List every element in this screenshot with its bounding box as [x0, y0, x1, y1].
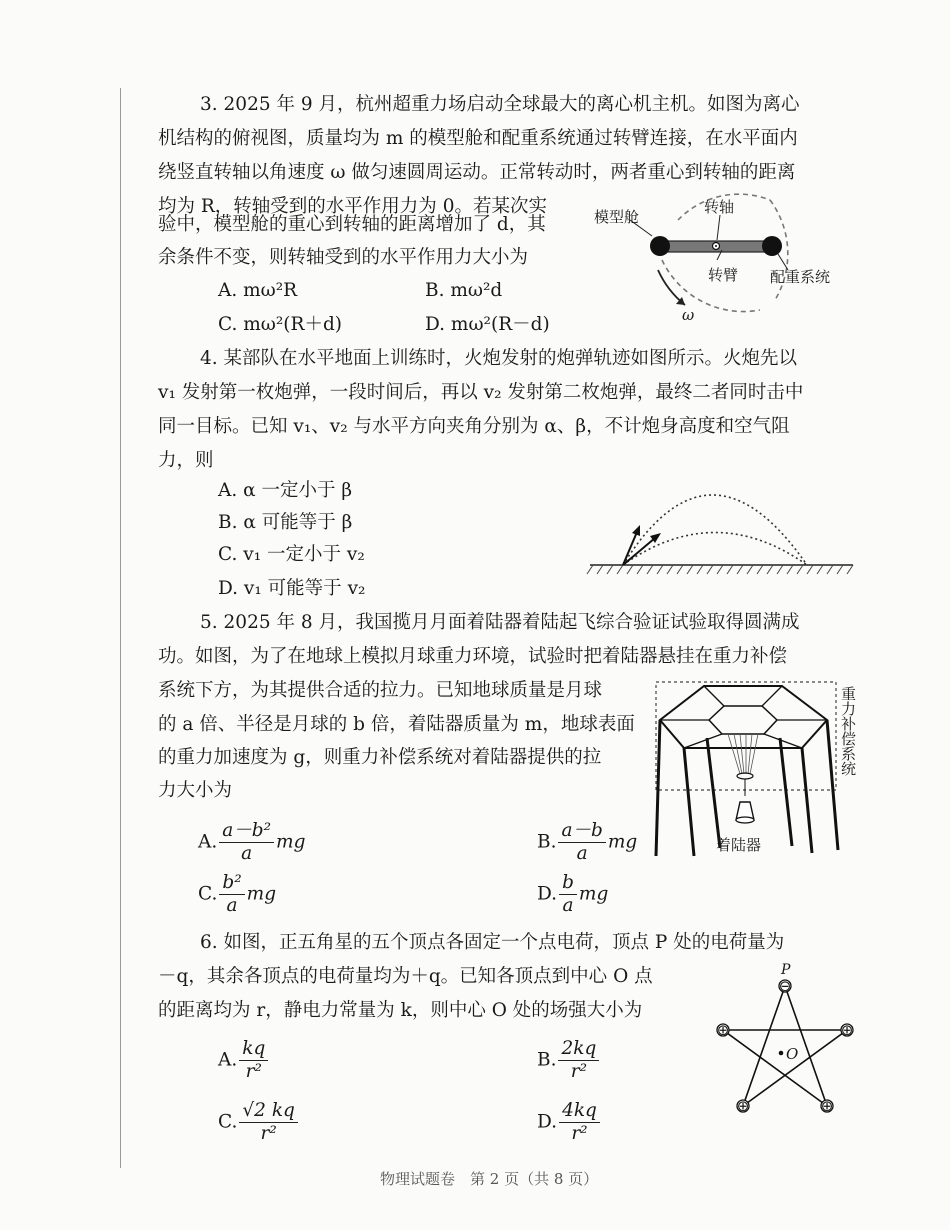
q4-line1: 4. 某部队在水平地面上训练时，火炮发射的炮弹轨迹如图所示。火炮先以 — [200, 348, 798, 369]
label-P: P — [781, 962, 791, 978]
q5-line1: 5. 2025 年 8 月，我国揽月月面着陆器着陆起飞综合验证试验取得圆满成 — [200, 612, 800, 633]
q3-line5: 验中，模型舱的重心到转轴的距离增加了 d，其 — [158, 214, 546, 235]
charge-plus-bottom-left: ⊕ — [736, 1097, 750, 1115]
center-O-dot — [779, 1051, 784, 1056]
charge-plus-left: ⊕ — [716, 1021, 730, 1039]
page-footer: 物理试题卷 第 2 页（共 8 页） — [380, 1170, 599, 1188]
q3-option-d: D. mω²(R－d) — [425, 314, 550, 335]
q4-line2: v₁ 发射第一枚炮弹，一段时间后，再以 v₂ 发射第二枚炮弹，最终二者同时击中 — [158, 382, 804, 403]
page-margin-line — [120, 88, 121, 1168]
q3-option-b: B. mω²d — [425, 280, 503, 301]
q3-line1: 3. 2025 年 9 月，杭州超重力场启动全球最大的离心机主机。如图为离心 — [200, 94, 800, 115]
q5-option-c: C. $\frac{\text{b²}}{a}$ mg — [198, 872, 277, 916]
q5-option-a: A. $\frac{\text{a－b²}}{a}$ mg — [198, 820, 306, 864]
label-omega: ω — [682, 306, 695, 324]
q4-line4: 力，则 — [158, 450, 214, 471]
q5-line2: 功。如图，为了在地球上模拟月球重力环境，试验时把着陆器悬挂在重力补偿 — [158, 646, 788, 667]
q5-option-b: B. $\frac{a-b}{a}$ mg — [537, 820, 638, 864]
label-O: O — [786, 1045, 799, 1063]
q3-line2: 机结构的俯视图，质量均为 m 的模型舱和配重系统通过转臂连接，在水平面内 — [158, 128, 798, 149]
charge-plus-right: ⊕ — [840, 1021, 854, 1039]
label-lander: 着陆器 — [716, 836, 762, 854]
model-capsule-mass — [650, 236, 670, 256]
centrifuge-figure — [590, 180, 860, 325]
label-counterweight: 配重系统 — [770, 268, 831, 286]
q3-line6: 余条件不变，则转轴受到的水平作用力大小为 — [158, 247, 529, 268]
q4-line3: 同一目标。已知 v₁、v₂ 与水平方向夹角分别为 α、β，不计炮身高度和空气阻 — [158, 416, 790, 437]
q4-option-d: D. v₁ 可能等于 v₂ — [218, 578, 366, 599]
frame-top-outer — [660, 686, 827, 748]
label-axis: 转轴 — [704, 198, 735, 216]
frame-top-inner — [709, 706, 777, 734]
q5-line6: 力大小为 — [158, 780, 233, 801]
q3-line4: 均为 R，转轴受到的水平作用力为 0。若某次实 — [158, 196, 547, 217]
q6-option-d: D. $\frac{4kq}{\text{r²}}$ — [537, 1100, 602, 1145]
q3-option-a: A. mω²R — [218, 280, 298, 301]
q4-option-b: B. α 可能等于 β — [218, 512, 353, 533]
q6-option-b: B. $\frac{2kq}{\text{r²}}$ — [537, 1038, 601, 1083]
q3-line3: 绕竖直转轴以角速度 ω 做匀速圆周运动。正常转动时，两者重心到转轴的距离 — [158, 162, 796, 183]
q6-option-c: C. $\frac{√2 kq}{\text{r²}}$ — [218, 1100, 300, 1145]
trajectory-figure — [585, 470, 860, 580]
gravity-compensation-figure — [652, 678, 857, 860]
q5-line3: 系统下方，为其提供合适的拉力。已知地球质量是月球 — [158, 680, 603, 701]
q4-option-c: C. v₁ 一定小于 v₂ — [218, 544, 365, 565]
label-arm: 转臂 — [708, 266, 739, 284]
q5-line5: 的重力加速度为 g，则重力补偿系统对着陆器提供的拉 — [158, 747, 602, 768]
q6-option-a: A. $\frac{kq}{\text{r²}}$ — [218, 1038, 270, 1083]
label-gravity-system: 重力补偿系统 — [839, 686, 857, 776]
q5-line4: 的 a 倍、半径是月球的 b 倍，着陆器质量为 m，地球表面 — [158, 714, 635, 735]
q6-line2: －q，其余各顶点的电荷量均为＋q。已知各顶点到中心 O 点 — [158, 966, 653, 987]
pentagram-star — [723, 986, 847, 1106]
charge-plus-bottom-right: ⊕ — [820, 1097, 834, 1115]
trajectory-low — [623, 533, 807, 566]
charge-minus-P: ⊖ — [778, 977, 792, 995]
trajectory-high — [623, 495, 807, 565]
q6-line3: 的距离均为 r，静电力常量为 k，则中心 O 处的场强大小为 — [158, 1000, 643, 1021]
pentagram-figure — [705, 958, 865, 1118]
q3-option-c: C. mω²(R＋d) — [218, 314, 343, 335]
q5-option-d: D. $\frac{b}{a}$ mg — [537, 872, 609, 916]
q6-line1: 6. 如图，正五角星的五个顶点各固定一个点电荷，顶点 P 处的电荷量为 — [200, 932, 785, 953]
counterweight-mass — [762, 236, 782, 256]
q4-option-a: A. α 一定小于 β — [218, 480, 353, 501]
label-model-capsule: 模型舱 — [594, 208, 640, 226]
